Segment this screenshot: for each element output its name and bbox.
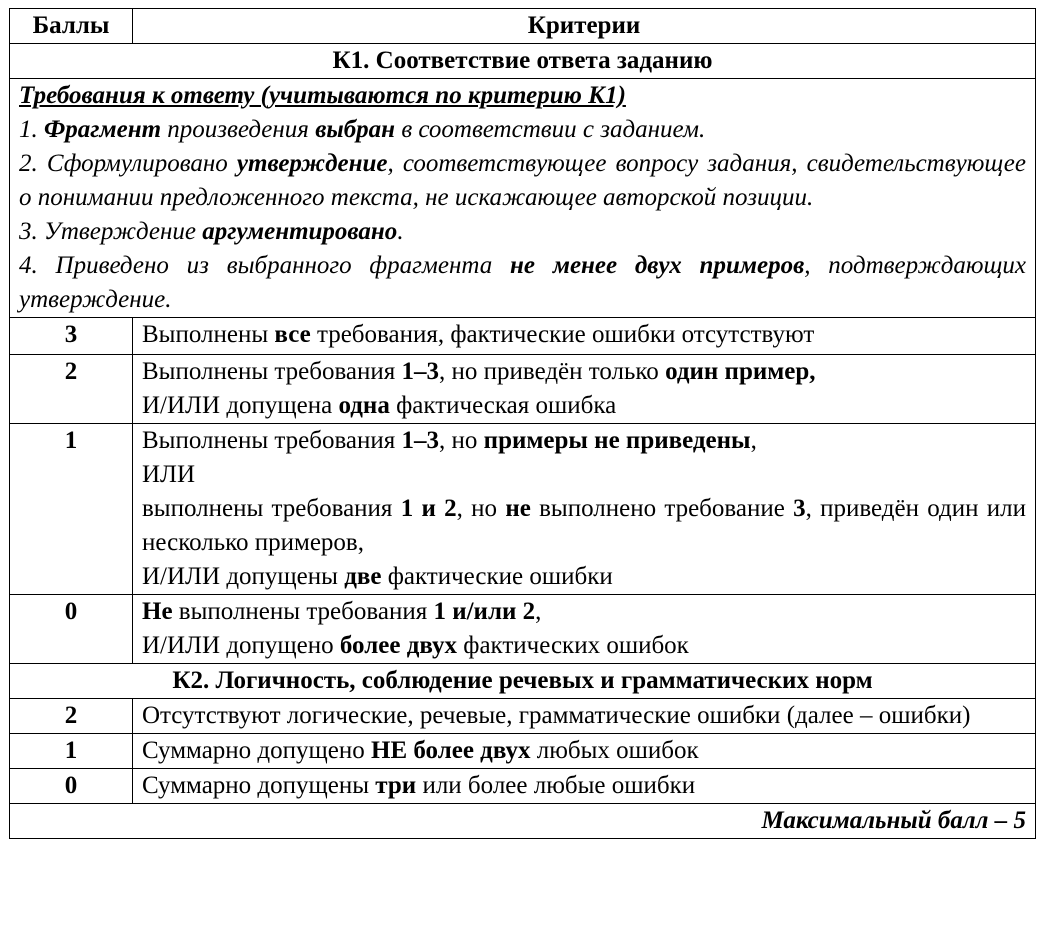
k1-requirements: [10, 79, 1036, 318]
score-value: 0: [10, 595, 133, 664]
max-score: Максимальный балл – 5: [10, 804, 1036, 839]
score-value: 2: [10, 699, 133, 734]
requirement-2: 2. Сформулировано утверждение, соответствующее вопросу задания, свидетельствующее о понимании предложенного текста, не искажающее авторской позиции.: [19, 150, 1027, 211]
max-score-row: [10, 804, 1036, 839]
criterion-text: Выполнены все требования, фактические ошибки отсутствуют: [133, 318, 1036, 355]
criterion-text: Выполнены требования 1–3, но примеры не приведены, ИЛИ выполнены требования 1 и 2, но не выполнено требование 3, приведён один или несколько примеров, И/ИЛИ допущены две фактические ошибки: [133, 424, 1036, 595]
score-value: 2: [10, 355, 133, 424]
criterion-text: Суммарно допущены три или более любые ошибки: [133, 769, 1036, 804]
k1-section-row: [10, 44, 1036, 79]
criteria-table: [9, 8, 1036, 839]
criterion-text: Не выполнены требования 1 и/или 2, И/ИЛИ допущено более двух фактических ошибок: [133, 595, 1036, 664]
requirements-title: Требования к ответу (учитываются по критерию К1): [19, 82, 626, 109]
k2-score-row-0: [10, 769, 1036, 804]
k1-title: К1. Соответствие ответа заданию: [10, 44, 1036, 79]
requirement-3: 3. Утверждение аргументировано.: [19, 218, 404, 245]
requirement-1: 1. Фрагмент произведения выбран в соответствии с заданием.: [19, 116, 706, 143]
score-value: 3: [10, 318, 133, 355]
criterion-text: Выполнены требования 1–3, но приведён только один пример, И/ИЛИ допущена одна фактическая ошибка: [133, 355, 1036, 424]
k1-score-row-1: [10, 424, 1036, 595]
k2-score-row-1: [10, 734, 1036, 769]
criterion-text: Суммарно допущено НЕ более двух любых ошибок: [133, 734, 1036, 769]
requirement-4: 4. Приведено из выбранного фрагмента не менее двух примеров, подтверждающих утверждение.: [19, 252, 1026, 313]
k2-score-row-2: [10, 699, 1036, 734]
k1-score-row-0: [10, 595, 1036, 664]
k1-score-row-3: [10, 318, 1036, 355]
criterion-text: Отсутствуют логические, речевые, грамматические ошибки (далее – ошибки): [133, 699, 1036, 734]
k2-title: К2. Логичность, соблюдение речевых и грамматических норм: [10, 664, 1036, 699]
score-value: 0: [10, 769, 133, 804]
k1-requirements-row: [10, 79, 1036, 318]
header-criteria: Критерии: [133, 9, 1036, 44]
score-value: 1: [10, 424, 133, 595]
header-score: Баллы: [10, 9, 133, 44]
k2-section-row: [10, 664, 1036, 699]
score-value: 1: [10, 734, 133, 769]
table-header-row: [10, 9, 1036, 44]
k1-score-row-2: [10, 355, 1036, 424]
